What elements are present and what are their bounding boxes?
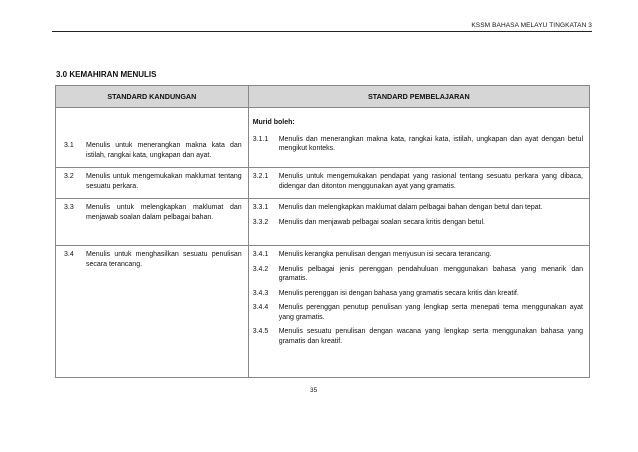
pembelajaran-item [253, 327, 583, 346]
table-row [56, 168, 590, 199]
kandungan-cell [56, 246, 249, 378]
item-number: 3.3 [64, 204, 74, 211]
item-text: Menulis perenggan isi dengan bahasa yang gramatis secara kritis dan kreatif. [278, 289, 519, 297]
item-number: 3.4.4 [252, 304, 269, 311]
item-number: 3.2 [64, 173, 74, 180]
item-text: Menulis pelbagai jenis perenggan pendahuluan menggunakan bahasa yang menarik dan gramatis. [278, 265, 583, 282]
kandungan-cell [56, 199, 249, 246]
item-text: Menulis dan melengkapkan maklumat dalam pelbagai bahan dengan betul dan tepat. [278, 204, 543, 211]
item-text: Menulis untuk menerangkan makna kata dan istilah, rangkai kata, ungkapan dan ayat. [86, 142, 242, 159]
table-header-row [56, 86, 590, 108]
kandungan-item [64, 203, 242, 222]
pembelajaran-cell [248, 168, 589, 199]
murid-boleh-label: Murid boleh: [252, 119, 295, 126]
kandungan-cell [56, 168, 249, 199]
table-row [56, 199, 590, 246]
header-rule [52, 31, 592, 32]
section-title: 3.0 KEMAHIRAN MENULIS [56, 70, 157, 79]
item-text: Menulis perenggan penutup penulisan yang lengkap serta menepati tema menggunakan ayat yang gramatis. [278, 304, 583, 321]
item-text: Menulis dan menjawab pelbagai soalan secara kritis dengan betul. [278, 218, 485, 226]
item-text: Menulis untuk melengkapkan maklumat dan menjawab soalan dalam pelbagai bahan. [86, 204, 242, 221]
item-number: 3.4.2 [252, 265, 269, 273]
pembelajaran-cell [248, 108, 589, 168]
table-row [56, 246, 590, 378]
pembelajaran-item [253, 250, 583, 260]
document-header: KSSM BAHASA MELAYU TINGKATAN 3 [471, 22, 592, 29]
standards-table [55, 85, 590, 378]
pembelajaran-cell [248, 246, 589, 378]
page-number: 35 [310, 387, 318, 394]
pembelajaran-item [253, 303, 583, 322]
item-text: Menulis untuk mengemukakan maklumat tentang sesuatu perkara. [86, 173, 242, 190]
item-number: 3.4.3 [252, 289, 269, 297]
pembelajaran-item [253, 172, 583, 191]
header-standard-pembelajaran: STANDARD PEMBELAJARAN [248, 86, 589, 108]
kandungan-item [64, 172, 242, 191]
item-text: Menulis untuk mengemukakan pendapat yang rasional tentang sesuatu perkara yang dibaca, didengar dan ditonton menggunakan ayat yang gramatis. [278, 173, 583, 190]
item-text: Menulis untuk menghasilkan sesuatu penulisan secara terancang. [86, 251, 242, 268]
table-row [56, 108, 590, 168]
pembelajaran-item [253, 203, 583, 213]
item-number: 3.1.1 [252, 135, 269, 143]
pembelajaran-item [253, 218, 583, 228]
kandungan-item [64, 141, 242, 160]
item-number: 3.2.1 [252, 173, 269, 180]
pembelajaran-item [253, 289, 583, 299]
pembelajaran-item [253, 135, 583, 154]
item-text: Menulis sesuatu penulisan dengan wacana yang lengkap serta menggunakan bahasa yang gramatis dan kreatif. [278, 328, 583, 345]
item-number: 3.1 [64, 142, 74, 149]
kandungan-cell [56, 108, 249, 168]
item-number: 3.4.5 [252, 328, 269, 335]
item-text: Menulis dan menerangkan makna kata, rangkai kata, istilah, ungkapan dan ayat dengan betul mengikut konteks. [278, 135, 583, 152]
item-number: 3.3.2 [252, 218, 269, 226]
kandungan-item [64, 250, 242, 269]
item-number: 3.3.1 [252, 204, 269, 211]
item-number: 3.4 [64, 251, 74, 258]
header-standard-kandungan: STANDARD KANDUNGAN [56, 86, 249, 108]
item-text: Menulis kerangka penulisan dengan menyusun isi secara terancang. [278, 251, 492, 258]
pembelajaran-item [253, 265, 583, 284]
pembelajaran-cell [248, 199, 589, 246]
item-number: 3.4.1 [252, 251, 269, 258]
